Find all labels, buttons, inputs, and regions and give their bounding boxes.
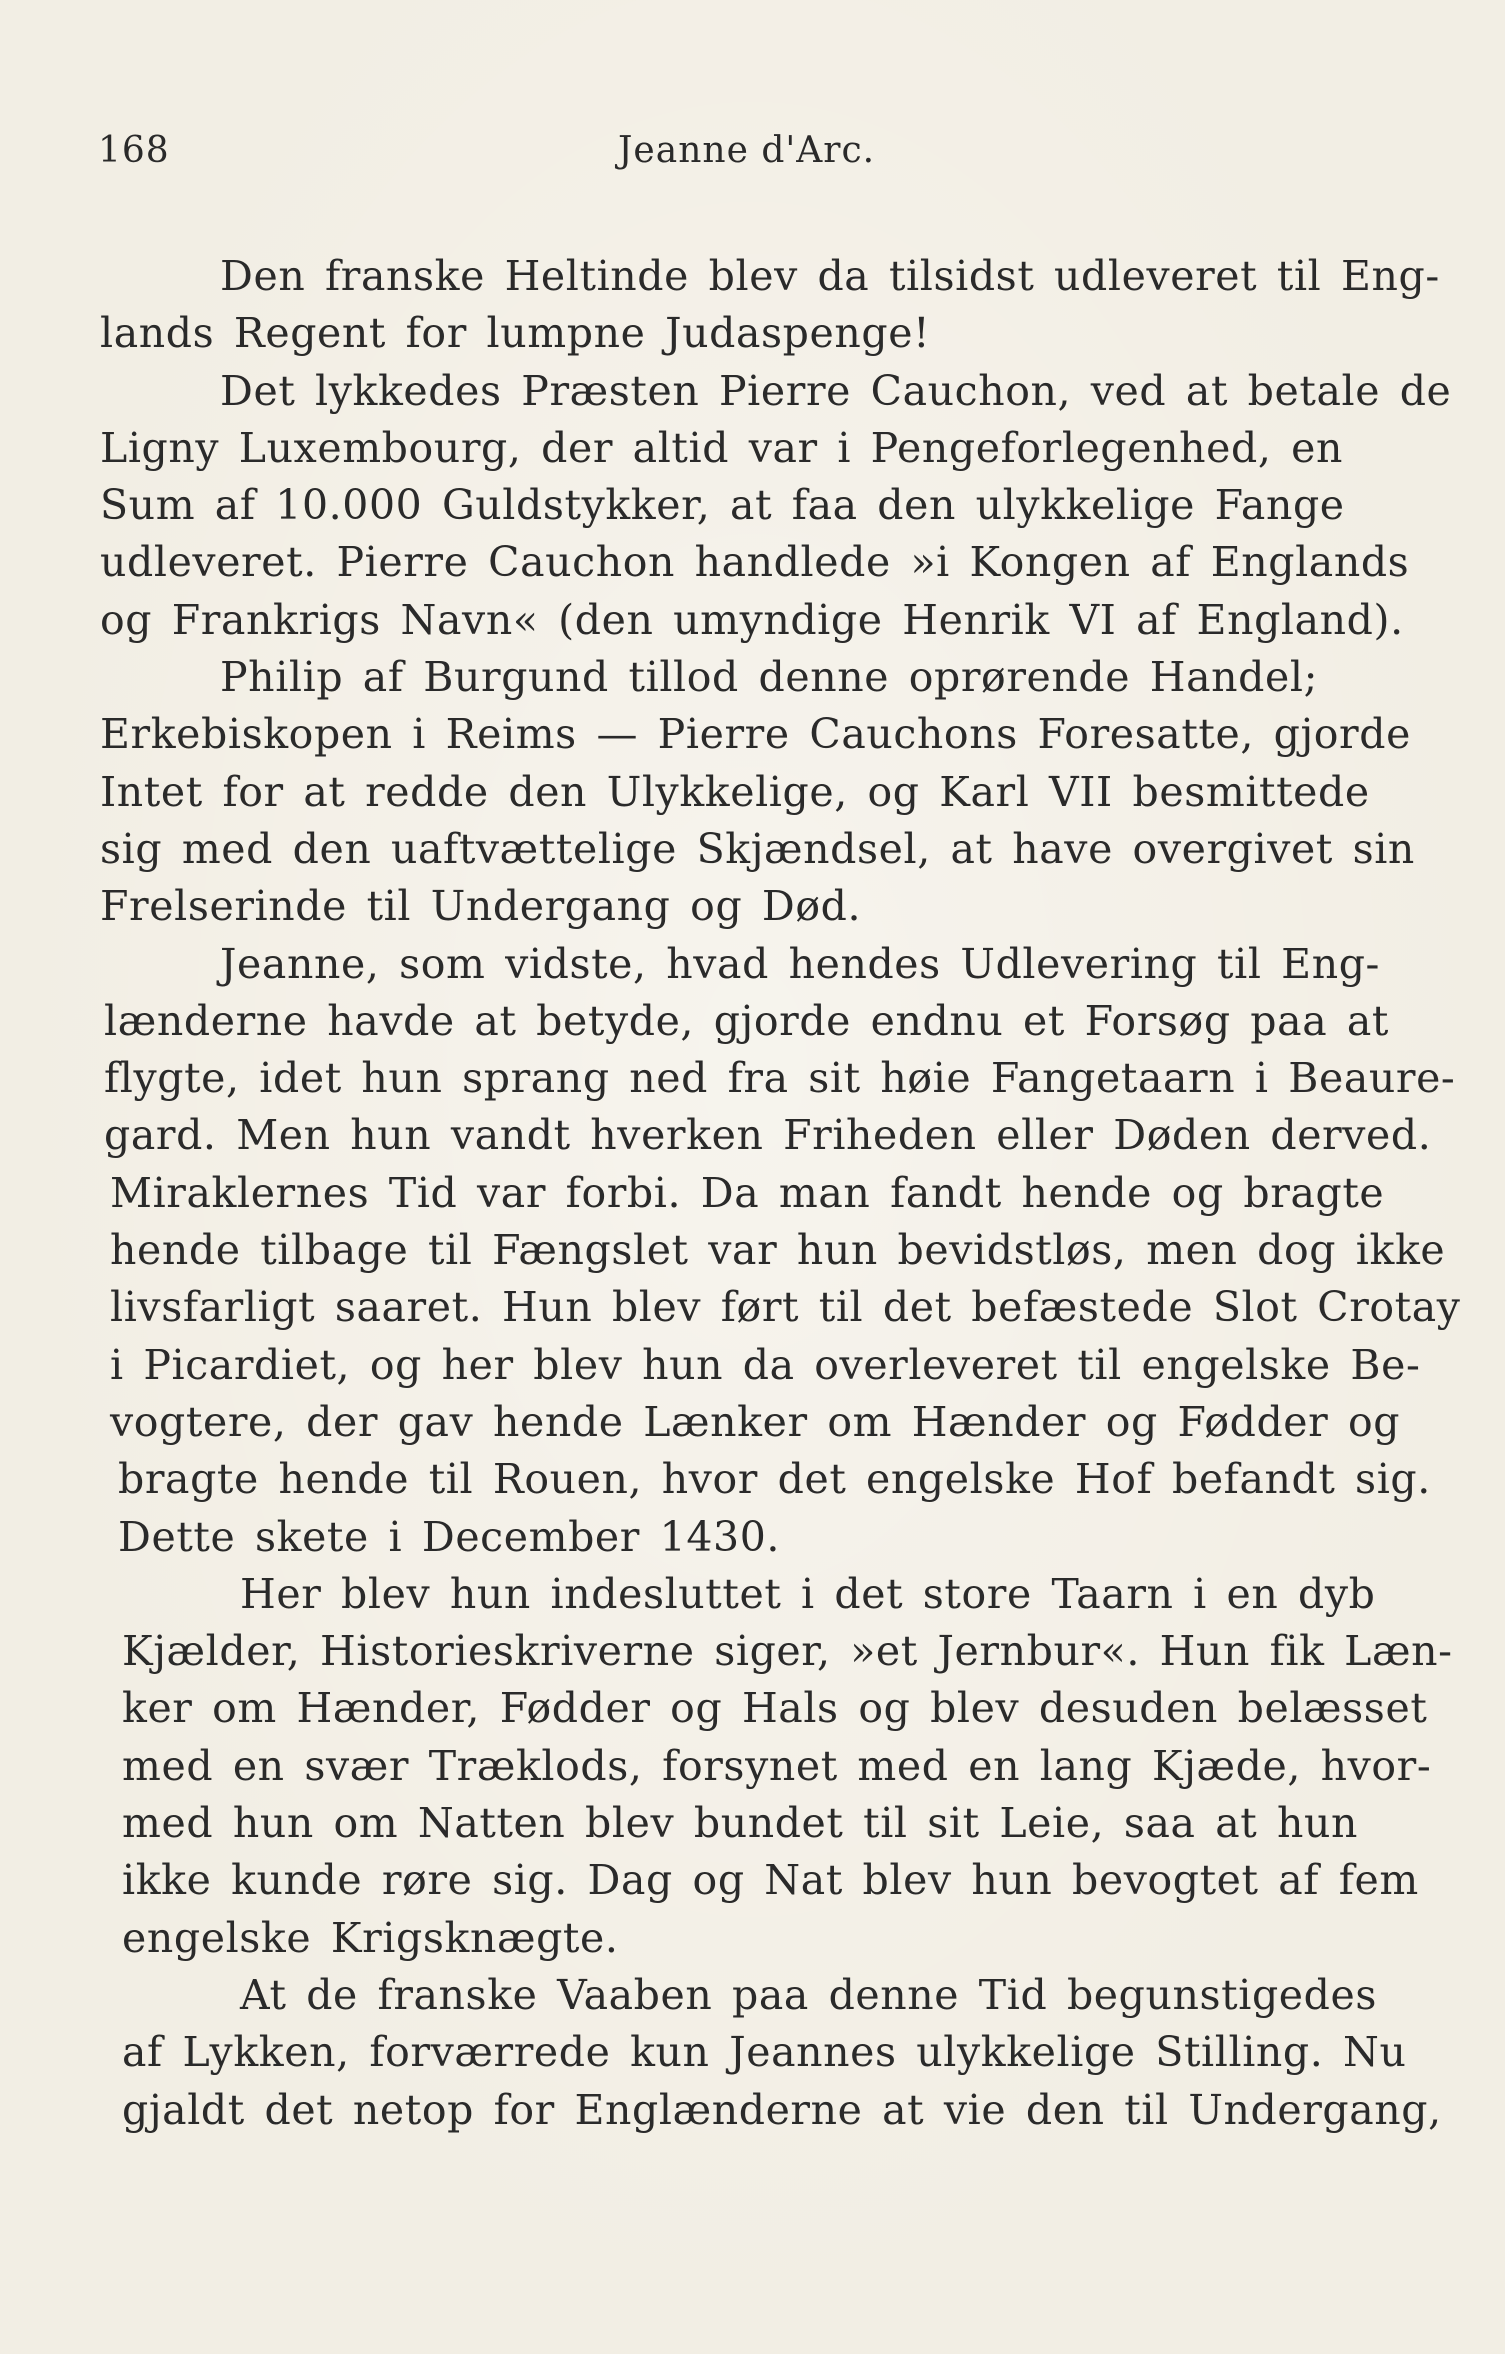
text-line: Frelserinde til Undergang og Død. xyxy=(100,882,862,931)
body-text xyxy=(100,248,1461,2139)
text-line: af Lykken, forværrede kun Jeannes ulykkelige Stilling. Nu xyxy=(122,2028,1407,2077)
text-line: gard. Men hun vandt hverken Friheden eller Døden derved. xyxy=(104,1111,1432,1160)
text-line: med hun om Natten blev bundet til sit Leie, saa at hun xyxy=(122,1799,1358,1848)
text-line: lænderne havde at betyde, gjorde endnu et Forsøg paa at xyxy=(104,996,1389,1045)
text-line: lands Regent for lumpne Judaspenge! xyxy=(100,309,931,358)
text-line: livsfarligt saaret. Hun blev ført til det befæstede Slot Crotay xyxy=(110,1283,1461,1332)
text-line: vogtere, der gav hende Lænker om Hænder og Fødder og xyxy=(110,1397,1401,1446)
text-line: Ligny Luxembourg, der altid var i Pengeforlegenhed, en xyxy=(100,423,1343,472)
page-header xyxy=(98,130,1398,190)
text-line: gjaldt det netop for Englænderne at vie den til Undergang, xyxy=(122,2085,1442,2134)
text-line: Philip af Burgund tillod denne oprørende Handel; xyxy=(220,653,1318,702)
text-line: med en svær Træklods, forsynet med en lang Kjæde, hvor- xyxy=(122,1741,1432,1790)
text-line: bragte hende til Rouen, hvor det engelske Hof befandt sig. xyxy=(118,1455,1431,1504)
text-line: Sum af 10.000 Guldstykker, at faa den ulykkelige Fange xyxy=(100,481,1345,530)
text-line: ker om Hænder, Fødder og Hals og blev desuden belæsset xyxy=(122,1684,1428,1733)
text-line: engelske Krigsknægte. xyxy=(122,1913,619,1962)
text-line: hende tilbage til Fængslet var hun bevidstløs, men dog ikke xyxy=(110,1226,1446,1275)
text-line: At de franske Vaaben paa denne Tid begunstigedes xyxy=(240,1970,1377,2019)
text-line: udleveret. Pierre Cauchon handlede »i Kongen af Englands xyxy=(100,538,1410,587)
text-line: i Picardiet, og her blev hun da overleveret til engelske Be- xyxy=(110,1340,1421,1389)
text-line: Dette skete i December 1430. xyxy=(118,1512,781,1561)
text-line: flygte, idet hun sprang ned fra sit høie Fangetaarn i Beaure- xyxy=(104,1054,1456,1103)
text-line: Den franske Heltinde blev da tilsidst udleveret til Eng- xyxy=(220,252,1440,300)
text-line: Miraklernes Tid var forbi. Da man fandt hende og bragte xyxy=(110,1168,1385,1217)
text-line: og Frankrigs Navn« (den umyndige Henrik VI af England). xyxy=(100,595,1404,644)
text-line: Her blev hun indesluttet i det store Taarn i en dyb xyxy=(240,1569,1376,1618)
running-title: Jeanne d'Arc. xyxy=(618,130,876,171)
text-line: Intet for at redde den Ulykkelige, og Karl VII besmittede xyxy=(100,767,1370,816)
text-line: Erkebiskopen i Reims — Pierre Cauchons Foresatte, gjorde xyxy=(100,710,1411,759)
text-line: Det lykkedes Præsten Pierre Cauchon, ved at betale de xyxy=(220,366,1452,415)
text-line: Jeanne, som vidste, hvad hendes Udlevering til Eng- xyxy=(220,939,1381,988)
page-number: 168 xyxy=(98,130,170,171)
text-line: sig med den uaftvættelige Skjændsel, at have overgivet sin xyxy=(100,824,1415,873)
text-line: ikke kunde røre sig. Dag og Nat blev hun bevogtet af fem xyxy=(122,1856,1419,1905)
text-line: Kjælder, Historieskriverne siger, »et Jernbur«. Hun fik Læn- xyxy=(122,1627,1453,1676)
